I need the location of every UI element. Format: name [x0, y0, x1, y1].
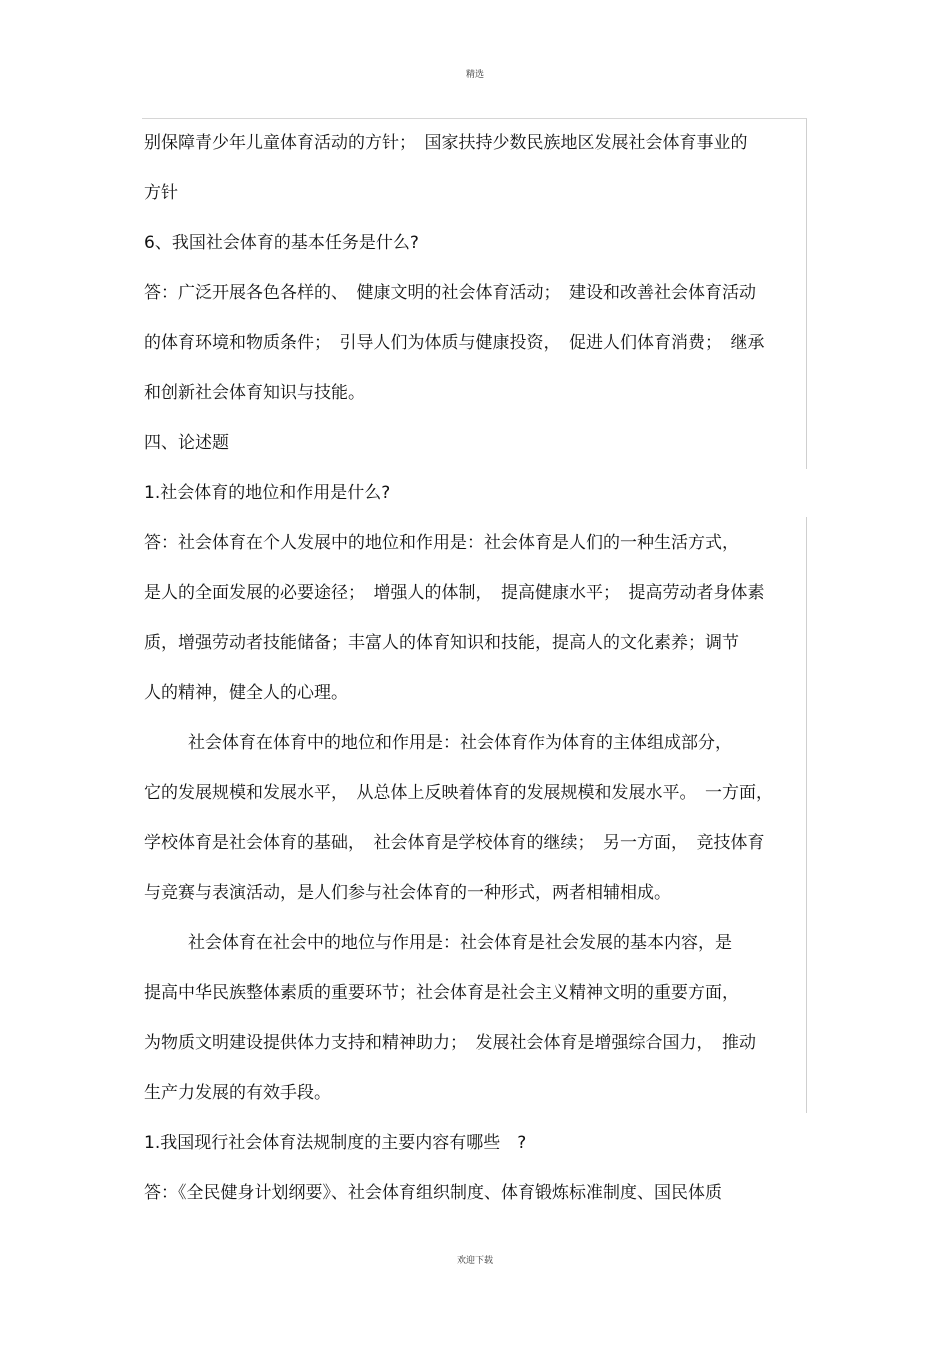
answer-line: 答：《全民健身计划纲要》、社会体育组织制度、体育锻炼标准制度、国民体质 [144, 1183, 722, 1203]
section-heading: 四、论述题 [144, 433, 229, 453]
answer-line: 人的精神，健全人的心理。 [144, 683, 348, 703]
question-heading: 6、我国社会体育的基本任务是什么? [144, 233, 419, 253]
answer-line: 和创新社会体育知识与技能。 [144, 383, 365, 403]
question-heading: 1.我国现行社会体育法规制度的主要内容有哪些 ? [144, 1133, 527, 1153]
answer-line: 为物质文明建设提供体力支持和精神助力； 发展社会体育是增强综合国力， 推动 [144, 1033, 756, 1053]
answer-line: 学校体育是社会体育的基础， 社会体育是学校体育的继续； 另一方面， 竞技体育 [144, 833, 765, 853]
text-frame-middle [142, 517, 807, 1113]
text-line: 别保障青少年儿童体育活动的方针； 国家扶持少数民族地区发展社会体育事业的 [144, 133, 748, 153]
page-header: 精选 [465, 70, 484, 80]
question-heading: 1.社会体育的地位和作用是什么? [144, 483, 391, 503]
answer-line: 答：社会体育在个人发展中的地位和作用是：社会体育是人们的一种生活方式， [144, 533, 739, 553]
answer-line: 是人的全面发展的必要途径； 增强人的体制， 提高健康水平； 提高劳动者身体素 [144, 583, 765, 603]
paragraph-first-line: 社会体育在体育中的地位和作用是：社会体育作为体育的主体组成部分， [188, 733, 732, 753]
answer-line: 提高中华民族整体素质的重要环节；社会体育是社会主义精神文明的重要方面， [144, 983, 739, 1003]
text-line: 方针 [144, 183, 178, 203]
answer-line: 生产力发展的有效手段。 [144, 1083, 331, 1103]
answer-line: 质，增强劳动者技能储备；丰富人的体育知识和技能，提高人的文化素养；调节 [144, 633, 739, 653]
page-footer: 欢迎下载 [456, 1256, 493, 1266]
answer-line: 它的发展规模和发展水平， 从总体上反映着体育的发展规模和发展水平。 一方面， [144, 783, 773, 803]
answer-line: 与竞赛与表演活动，是人们参与社会体育的一种形式，两者相辅相成。 [144, 883, 671, 903]
answer-line: 的体育环境和物质条件； 引导人们为体质与健康投资， 促进人们体育消费； 继承 [144, 333, 765, 353]
paragraph-first-line: 社会体育在社会中的地位与作用是：社会体育是社会发展的基本内容，是 [188, 933, 732, 953]
answer-line: 答：广泛开展各色各样的、 健康文明的社会体育活动； 建设和改善社会体育活动 [144, 283, 756, 303]
